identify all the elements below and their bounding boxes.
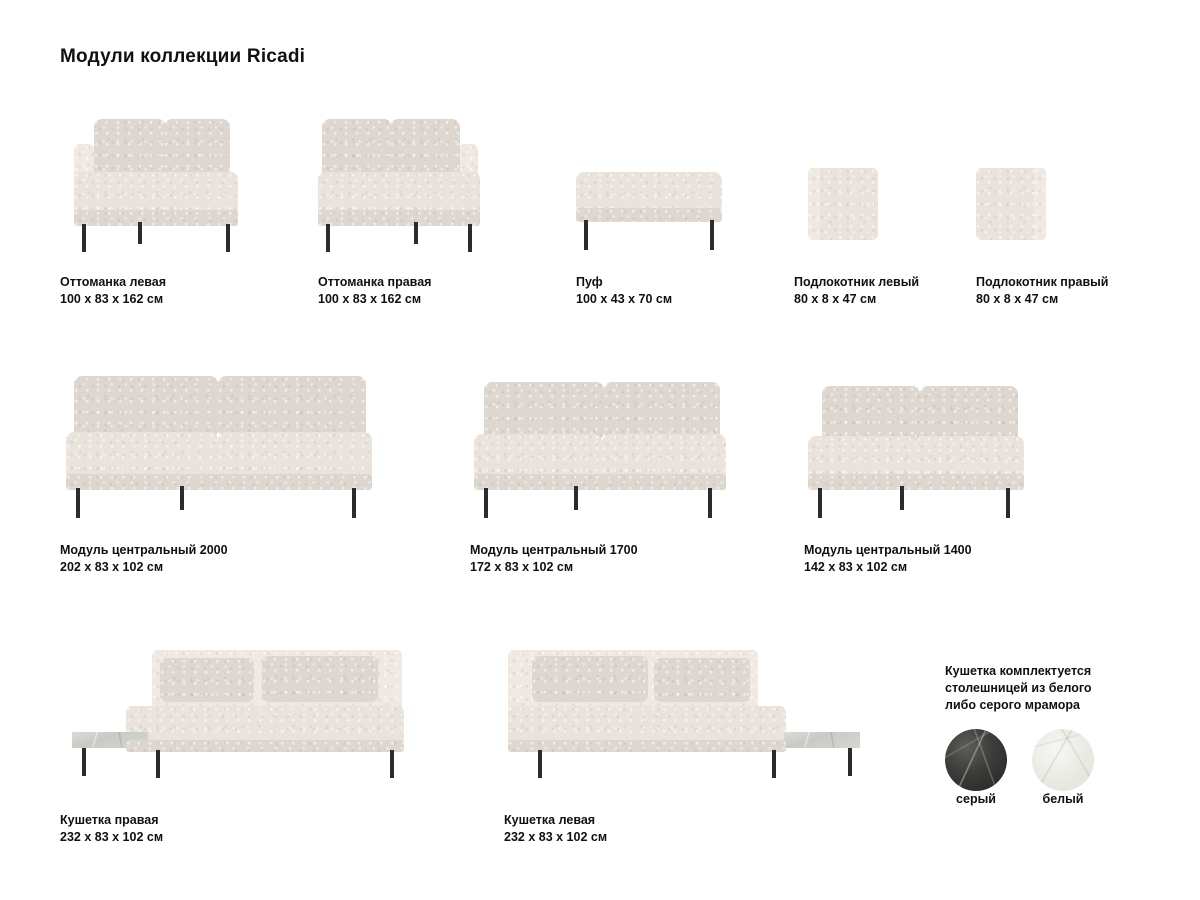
product-dims: 100 x 83 x 162 см — [318, 292, 422, 306]
product-card-armrest-left — [794, 110, 964, 308]
product-dims: 80 x 8 x 47 см — [794, 292, 877, 306]
product-image-puf — [576, 110, 776, 260]
product-name: Подлокотник левый — [794, 275, 920, 289]
product-caption — [976, 274, 1146, 308]
product-card-central-1700 — [470, 370, 790, 576]
product-card-armrest-right — [976, 110, 1146, 308]
product-caption — [60, 812, 460, 846]
product-dims: 100 x 83 x 162 см — [60, 292, 164, 306]
product-name: Подлокотник правый — [976, 275, 1109, 289]
product-caption — [470, 542, 790, 576]
product-caption — [60, 542, 420, 576]
product-name: Модуль центральный 1400 — [804, 543, 972, 557]
product-image-armrest-left — [794, 110, 964, 260]
product-caption — [576, 274, 776, 308]
product-image-ottomanka-left — [60, 110, 290, 260]
product-card-ottomanka-right — [318, 110, 548, 308]
product-caption — [318, 274, 548, 308]
swatch-white-marble[interactable] — [1032, 729, 1094, 791]
page-title: Модули коллекции Ricadi — [60, 46, 306, 67]
product-image-central-2000 — [60, 370, 420, 520]
swatch-white-label: белый — [1042, 792, 1084, 806]
product-name: Модуль центральный 1700 — [470, 543, 638, 557]
marble-table-top — [784, 732, 860, 748]
product-card-ottomanka-left — [60, 110, 290, 308]
product-name: Оттоманка левая — [60, 275, 167, 289]
marble-note: Кушетка комплектуется столешницей из белого либо серого мрамора — [945, 664, 1092, 712]
product-card-puf — [576, 110, 776, 308]
product-image-daybed-right — [60, 640, 460, 790]
swatch-grey-label: серый — [956, 792, 996, 806]
product-name: Кушетка правая — [60, 813, 159, 827]
product-caption — [504, 812, 904, 846]
product-dims: 80 x 8 x 47 см — [976, 292, 1059, 306]
product-image-armrest-right — [976, 110, 1146, 260]
product-image-central-1700 — [470, 370, 790, 520]
product-dims: 142 x 83 x 102 см — [804, 560, 908, 574]
product-card-daybed-right — [60, 640, 460, 846]
product-name: Модуль центральный 2000 — [60, 543, 228, 557]
product-dims: 172 x 83 x 102 см — [470, 560, 574, 574]
product-image-daybed-left — [504, 640, 904, 790]
product-name: Пуф — [576, 275, 603, 289]
product-caption — [60, 274, 290, 308]
product-dims: 100 x 43 x 70 см — [576, 292, 673, 306]
product-name: Оттоманка правая — [318, 275, 432, 289]
product-image-central-1400 — [804, 370, 1104, 520]
product-card-daybed-left — [504, 640, 904, 846]
product-dims: 232 x 83 x 102 см — [504, 830, 608, 844]
product-card-central-1400 — [804, 370, 1104, 576]
product-image-ottomanka-right — [318, 110, 548, 260]
product-caption — [804, 542, 1104, 576]
product-card-central-2000 — [60, 370, 420, 576]
product-dims: 202 x 83 x 102 см — [60, 560, 164, 574]
product-caption — [794, 274, 964, 308]
product-name: Кушетка левая — [504, 813, 596, 827]
product-dims: 232 x 83 x 102 см — [60, 830, 164, 844]
swatch-grey-marble[interactable] — [945, 729, 1007, 791]
